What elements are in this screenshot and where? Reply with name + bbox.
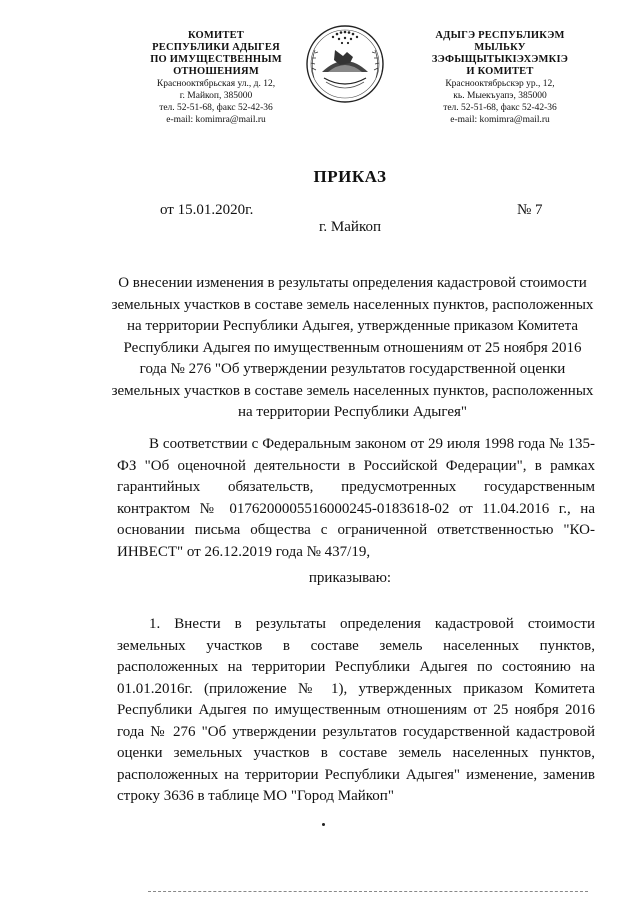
document-city: г. Майкоп bbox=[318, 219, 382, 235]
org-email: e-mail: komimra@mail.ru bbox=[450, 115, 550, 125]
preamble-paragraph: В соответствии с Федеральным законом от 29 июля 1998 года № 135-ФЗ "Об оценочной деятельности в Российской Федерации", в рамках гарантийных обязательств, предусмотренных государственным контрактом № 0176200005516000245-0183618-02 от 11.04.2016 г., на основании письма общества с ограниченной ответственностью "КО-ИНВЕСТ" от 26.12.2019 года № 437/19, bbox=[117, 436, 595, 560]
page-bottom-line bbox=[148, 891, 588, 892]
order-item-1: 1. Внести в результаты определения кадастровой стоимости земельных участков в составе земель населенных пунктов, расположенных на территории Республики Адыгея по состоянию на 01.01.2016г. (приложение № 1), утвержденных приказом Комитета Республики Адыгея по имущественным отношениям от 25 ноября 2016 года № 276 "Об утверждении результатов государственной кадастровой оценки земельных участков в составе земель населенных пунктов, расположенных на территории Республики Адыгея" изменение, заменив строку 3636 в таблице МО "Город Майкоп" bbox=[117, 616, 595, 804]
org-address: Краснооктябрьская ул., д. 12, bbox=[156, 79, 276, 89]
org-name-line: И КОМИТЕТ bbox=[466, 66, 534, 77]
header-left-block bbox=[112, 30, 320, 126]
org-name-line: АДЫГЭ РЕСПУБЛИКЭМ bbox=[435, 30, 565, 41]
document-subject: О внесении изменения в результаты определения кадастровой стоимости земельных участков в составе земель населенных пунктов, расположенных на территории Республики Адыгея, утвержденные приказом Комитета Республики Адыгея по имущественным отношениям от 25 ноября 2016 года № 276 "Об утверждении результатов государственной оценки земельных участков в составе земель населенных пунктов, расположенных на территории Республики Адыгея" bbox=[111, 275, 594, 420]
coat-of-arms-icon bbox=[302, 20, 388, 106]
org-phone: тел. 52-51-68, факс 52-42-36 bbox=[159, 103, 273, 113]
document-title: ПРИКАЗ bbox=[313, 167, 387, 186]
header-right-block bbox=[420, 30, 580, 126]
document-number: № 7 bbox=[517, 202, 543, 218]
org-name-line: КОМИТЕТ bbox=[187, 30, 244, 41]
org-name-line: ПО ИМУЩЕСТВЕННЫМ ОТНОШЕНИЯМ bbox=[150, 54, 282, 77]
org-city: кь. Мыекъуапэ, 385000 bbox=[453, 91, 547, 101]
org-name-line: МЫЛЬКУ ЗЭФЫЩЫТЫКIЭХЭМКIЭ bbox=[431, 42, 569, 65]
org-city: г. Майкоп, 385000 bbox=[179, 91, 253, 101]
org-address: Краснооктябрьскэр ур., 12, bbox=[445, 79, 555, 89]
org-email: e-mail: komimra@mail.ru bbox=[166, 115, 266, 125]
page-mark bbox=[322, 823, 325, 826]
org-name-line: РЕСПУБЛИКИ АДЫГЕЯ bbox=[152, 42, 280, 53]
order-word: приказываю: bbox=[308, 570, 392, 586]
document-date: от 15.01.2020г. bbox=[160, 202, 254, 218]
org-phone: тел. 52-51-68, факс 52-42-36 bbox=[443, 103, 557, 113]
